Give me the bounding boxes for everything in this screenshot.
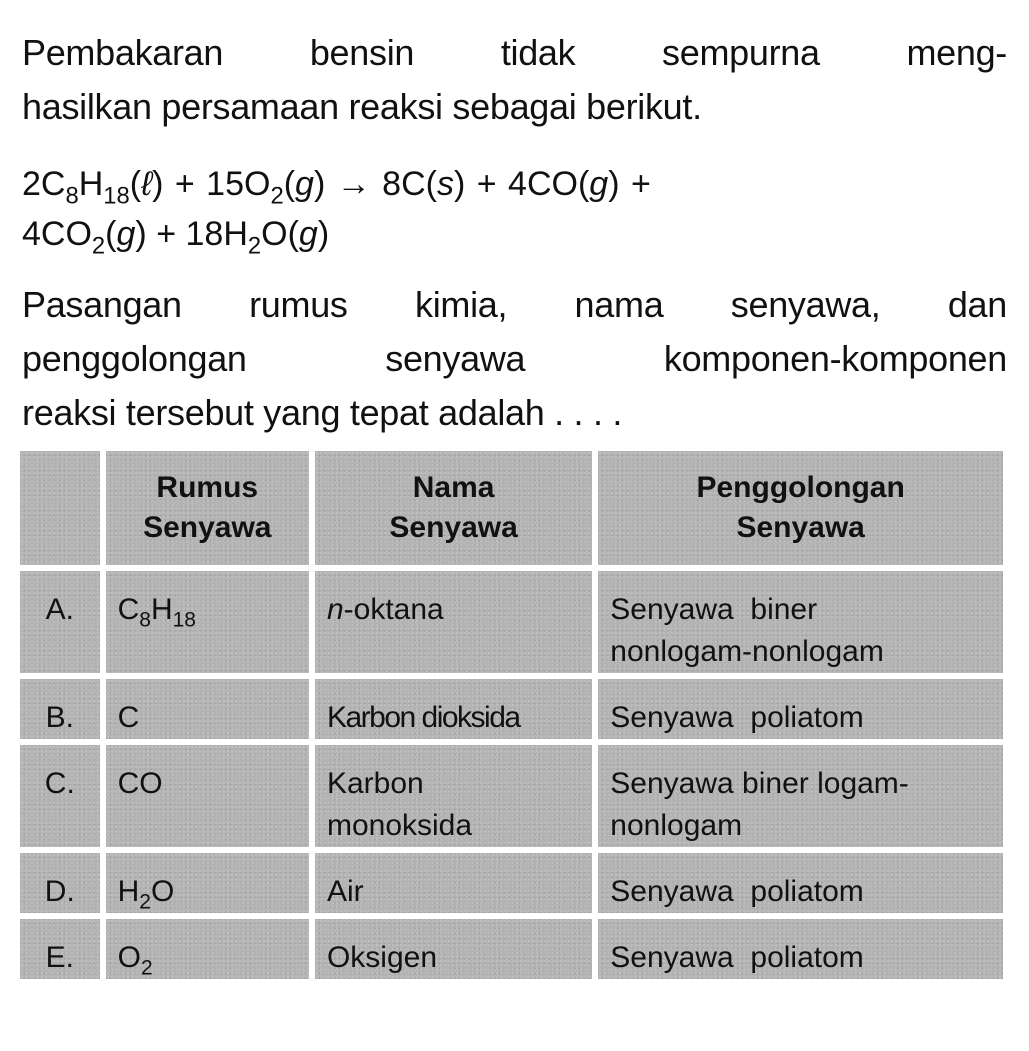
header-option [20,451,100,565]
option-row-b[interactable] [20,679,1003,739]
option-row-e[interactable] [20,919,1003,979]
reaction-equation-line-1: $2C_8H_{18}(\ell) + 15O_2(g) \to 8C(s) + 4CO(g)$ + [22,165,651,210]
option-label: D. [20,853,100,913]
option-label: C. [20,745,100,847]
option-row-c[interactable] [20,745,1003,847]
option-label: E. [20,919,100,979]
header-classification: Penggolongan Senyawa [598,451,1003,565]
option-label: B. [20,679,100,739]
question-prompt [22,278,1007,440]
name-cell: Air [315,853,592,913]
intro-line-1: Pembakaran bensin tidak sempurna meng- [22,32,1007,73]
name-cell: Karbon monoksida [315,745,592,847]
name-cell: Oksigen [315,919,592,979]
formula-cell: $O_2$ [106,919,309,979]
prompt-line-2: penggolongan senyawa komponen-komponen [22,338,1007,379]
option-label: A. [20,571,100,673]
prompt-line-1: Pasangan rumus kimia, nama senyawa, dan [22,284,1007,325]
reaction-equation-line-2: $4CO_2(g) + 18H_2O(g)$ [22,215,330,260]
classification-cell: Senyawa biner logam- nonlogam [598,745,1003,847]
option-row-a[interactable] [20,571,1003,673]
name-cell: n-oktana [315,571,592,673]
classification-cell: Senyawa poliatom [598,853,1003,913]
header-name: Nama Senyawa [315,451,592,565]
prompt-line-3: reaksi tersebut yang tepat adalah . . . . [22,392,623,433]
answer-options-table [14,445,1009,985]
option-row-d[interactable] [20,853,1003,913]
formula-cell: CO [106,745,309,847]
reaction-arrow: → [325,165,383,203]
formula-cell: $C_8H_{18}$ [106,571,309,673]
classification-cell: Senyawa poliatom [598,919,1003,979]
intro-line-2: hasilkan persamaan reaksi sebagai berikut. [22,86,702,127]
name-cell: Karbon dioksida [315,679,592,739]
classification-cell: Senyawa poliatom [598,679,1003,739]
classification-cell: Senyawa biner nonlogam-nonlogam [598,571,1003,673]
formula-cell: $H_2O$ [106,853,309,913]
table-header-row [20,451,1003,565]
header-formula: Rumus Senyawa [106,451,309,565]
formula-cell: C [106,679,309,739]
question-intro [22,26,1007,134]
